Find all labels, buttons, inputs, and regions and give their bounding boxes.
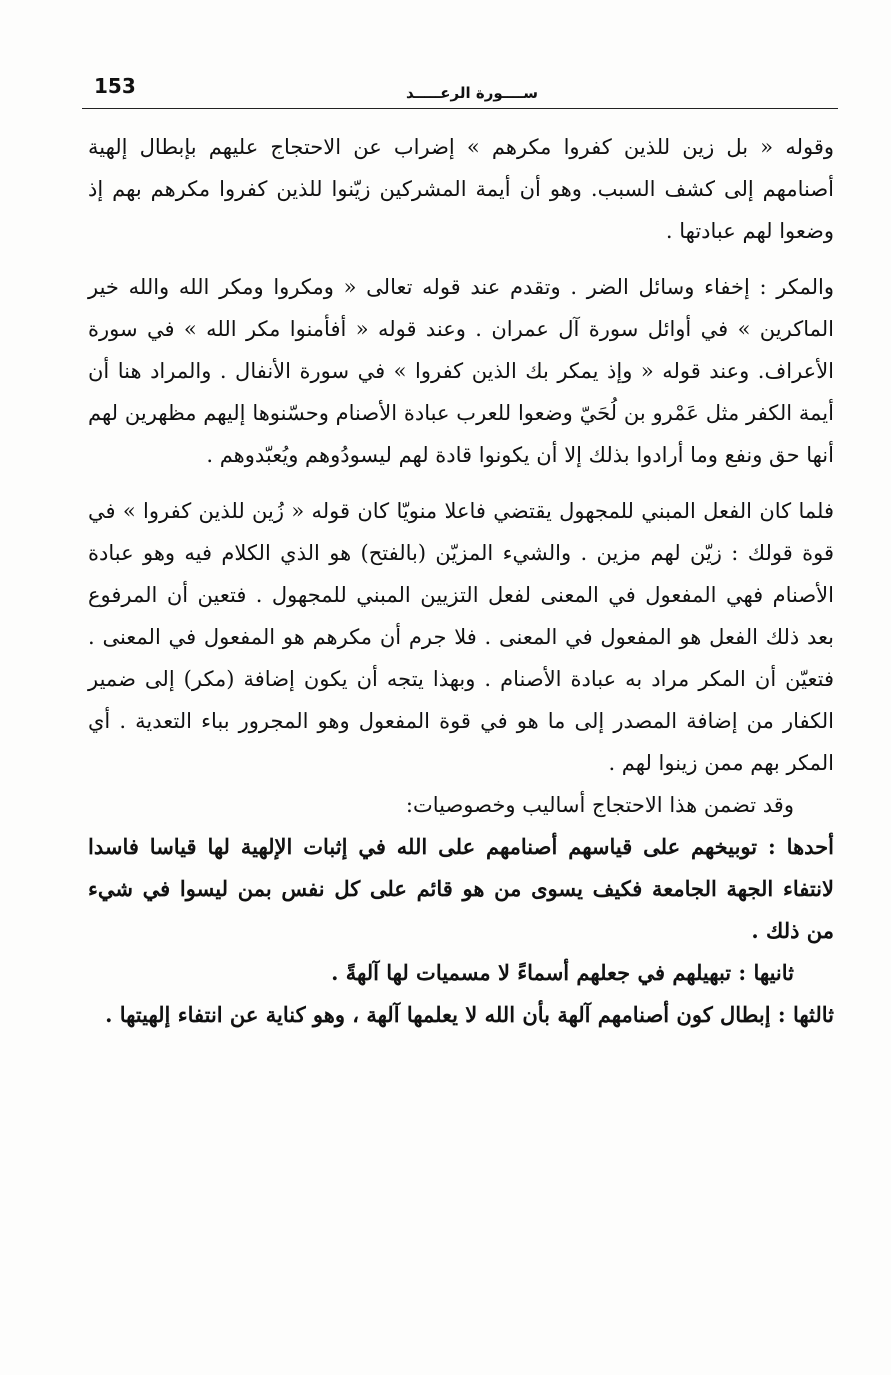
paragraph-3: فلما كان الفعل المبني للمجهول يقتضي فاعلا منويّا كان قوله « زُين للذين كفروا » في قوة قولك : زيّن لهم مزين . والشيء المزيّن (بالفتح) هو الذي الكلام فيه وهو عبادة الأصنام فهي المفعول في المعنى لفعل التزيين المبني للمجهول . فتعين أن المرفوع بعد ذلك الفعل هو المفعول في المعنى . فلا جرم أن مكرهم هو المفعول في المعنى . فتعيّن أن المكر مراد به عبادة الأصنام . وبهذا يتجه أن يكون إضافة (مكر) إلى ضمير الكفار من إضافة المصدر إلى ما هو في قوة المفعول وهو المجرور بباء التعدية . أي المكر بهم ممن زينوا لهم . (88, 499, 834, 775)
paragraph-6: ثانيها : تبهيلهم في جعلهم أسماءً لا مسميات لها آلهةً . (331, 960, 794, 985)
page-header (82, 70, 838, 110)
paragraph-4: وقد تضمن هذا الاحتجاج أساليب وخصوصيات: (405, 793, 794, 817)
paragraph-7: ثالثها : إبطال كون أصنامهم آلهة بأن الله لا يعلمها آلهة ، وهو كناية عن انتفاء إلهيتها . (105, 1002, 834, 1027)
page-number: 153 (94, 74, 136, 98)
paragraph-2: والمكر : إخفاء وسائل الضر . وتقدم عند قوله تعالى « ومكروا ومكر الله والله خير الماكرين » في أوائل سورة آل عمران . وعند قوله « أفأمنوا مكر الله » في سورة الأعراف. وعند قوله « وإذ يمكر بك الذين كفروا » في سورة الأنفال . والمراد هنا أن أيمة الكفر مثل عَمْرو بن لُحَيّ وضعوا للعرب عبادة الأصنام وحسّنوها إليهم مظهرين لهم أنها حق ونفع وما أرادوا بذلك إلا أن يكونوا قادة لهم ليسودُوهم ويُعبّدوهم . (88, 275, 834, 467)
body-text (88, 126, 834, 1036)
header-divider (82, 108, 838, 109)
running-title: ســــورة الرعـــــد (405, 84, 538, 102)
paragraph-5: أحدها : توبيخهم على قياسهم أصنامهم على الله في إثبات الإلهية لها قياسا فاسدا لانتفاء الجهة الجامعة فكيف يسوى من هو قائم على كل نفس بمن ليسوا في شيء من ذلك . (88, 834, 834, 943)
paragraph-1: وقوله « بل زين للذين كفروا مكرهم » إضراب عن الاحتجاج عليهم بإبطال إلهية أصنامهم إلى كشف السبب. وهو أن أيمة المشركين زيّنوا للذين كفروا مكرهم بهم إذ وضعوا لهم عبادتها . (88, 135, 834, 243)
